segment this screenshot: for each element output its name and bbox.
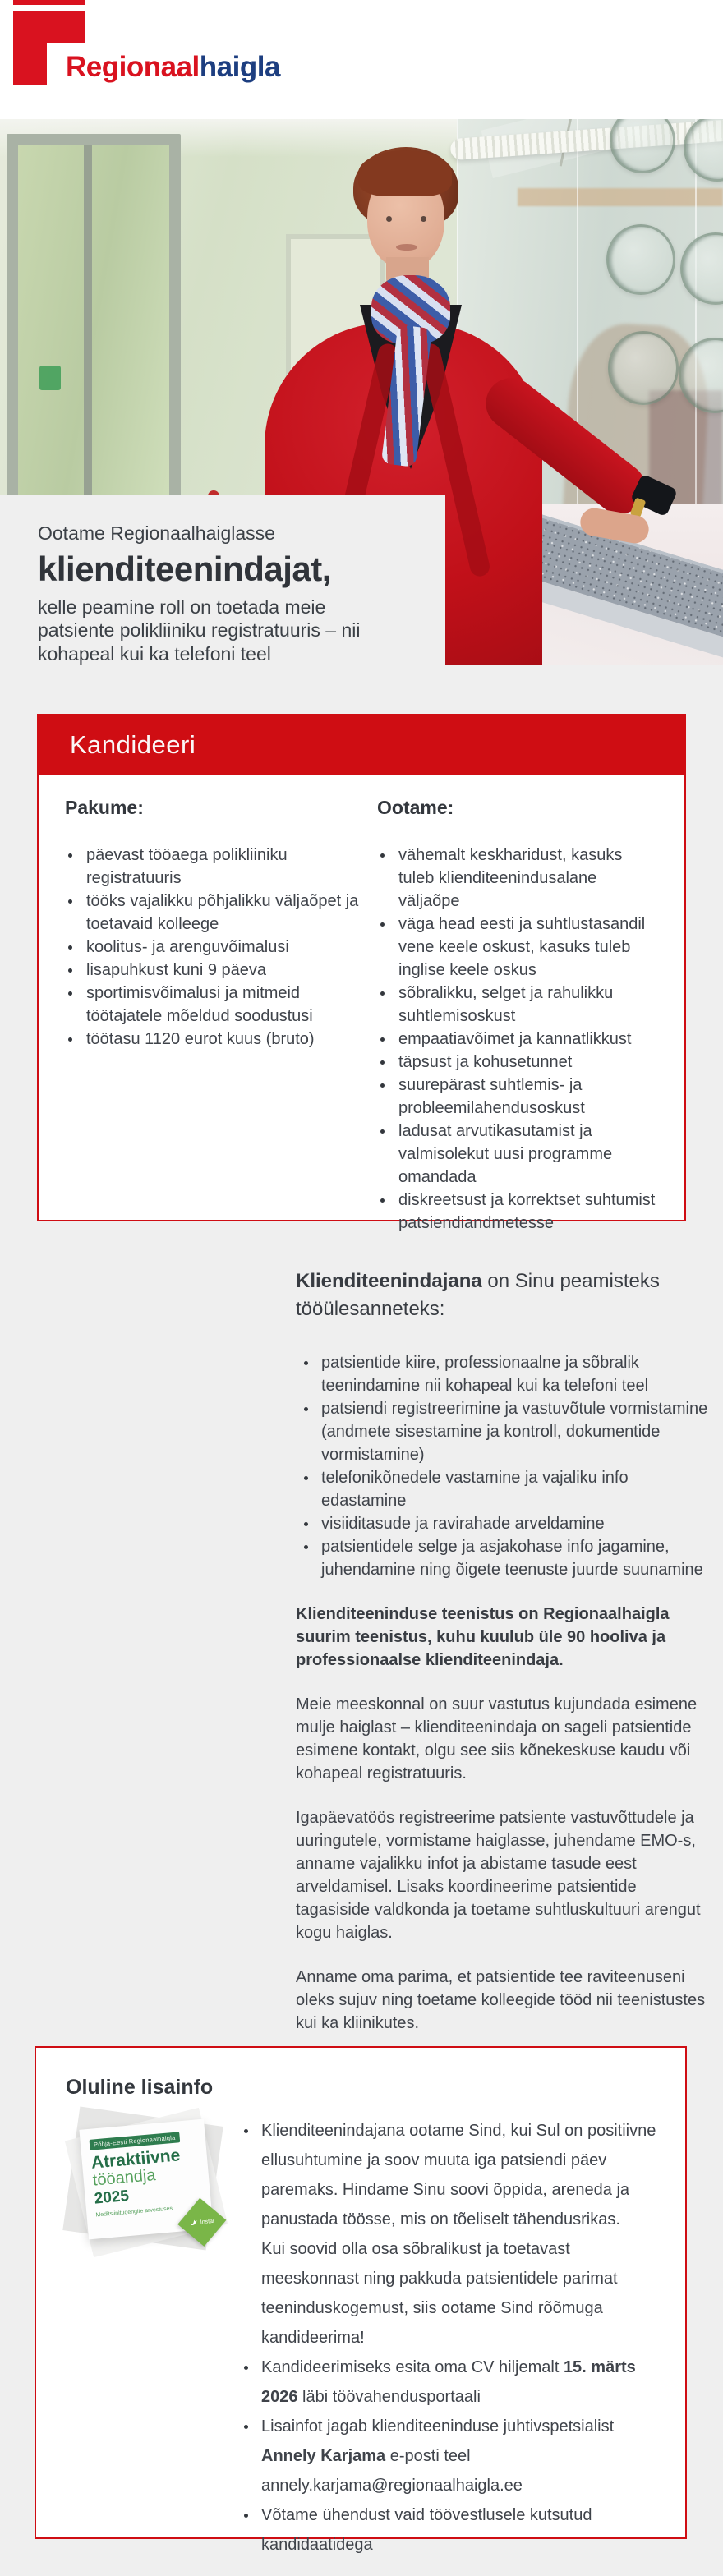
list-item: • patsientide kiire, professionaalne ja sõbralik teenindamine nii kohapeal kui ka telefoni teel [318,1351,711,1397]
site-header [0,0,723,119]
photo-person-mouth [396,244,417,251]
logo-mark-icon [13,12,85,43]
duties-heading-rest: on Sinu peamisteks tööülesanneteks: [296,1270,660,1320]
body-paragraph: Anname oma parima, et patsientide tee raviteenuseni oleks sujuv ning toetame kolleegide tööd nii teenistustes kui ka kliinikutes. [296,1968,706,2032]
expectations-column [371,797,661,1235]
photo-person-eye [386,216,392,222]
important-info-list [240,2116,664,2560]
list-item: • diskreetsust ja korrektset suhtumist patsiendiandmetesse [394,1189,661,1235]
photo-exit-sign [39,366,61,390]
list-item: • vähemalt keskharidust, kasuks tuleb klienditeenindusalane väljaõpe [394,844,661,913]
intro-card [0,494,445,665]
list-item: • patsientidele selge ja asjakohase info jagamine, juhendamine ning õigete teenuste juurde suunamine [318,1535,711,1581]
body-paragraph: Meie meeskonnal on suur vastutus kujundada esimene mulje haiglast – klienditeenindaja on sageli patsientide esimene kontakt, olgu see siis kõnekeskuse kaudu või kohapeal registratuuris. [296,1695,698,1782]
badge-year: 2025 [93,2187,130,2208]
badge-org-label: Põhja-Eesti Regionaalhaigla [90,2132,180,2150]
bird-icon [189,2218,200,2229]
badge-title-line2: tööandja [91,2166,157,2190]
important-info-box [35,2046,687,2554]
duties-heading [296,1267,711,1323]
list-item: • telefonikõnedele vastamine ja vajaliku info edastamine [318,1466,711,1512]
list-item: • visiiditasude ja ravirahade arveldamine [318,1512,711,1535]
logo-mark-icon [13,43,47,85]
logo-text-red: Regionaal [66,51,200,83]
list-item: • patsiendi registreerimine ja vastuvõtule vormistamine (andmete sisestamine ja kontroll, dokumentide vormistamine) [318,1397,711,1466]
list-item: • lisapuhkust kuni 9 päeva [82,959,371,982]
intro-subtitle: kelle peamine roll on toetada meie patsiente polikliiniku registratuuris – nii kohapeal kui ka telefoni teel [38,596,361,665]
badge-category: Meditsiinitudengite arvestuses [95,2206,173,2219]
list-item: • töötasu 1120 eurot kuus (bruto) [82,1028,371,1051]
list-item: • koolitus- ja arenguvõimalusi [82,936,371,959]
apply-banner [37,714,686,775]
list-item: • Võtame ühendust vaid töövestlusele kutsutud kandidaatidega [258,2500,664,2560]
important-info-title: Oluline lisainfo [66,2076,214,2099]
hero-photo [0,119,723,665]
list-item: • täpsust ja kohusetunnet [394,1051,661,1074]
duties-heading-bold: Klienditeenindajana [296,1270,482,1292]
list-item: • sõbralikku, selget ja rahulikku suhtlemisoskust [394,982,661,1028]
offer-column [65,797,371,1235]
list-item: • suurepärast suhtlemis- ja probleemilahendusoskust [394,1074,661,1120]
offer-list [65,844,371,1051]
list-item: • ladusat arvutikasutamist ja valmisolekut uusi programme omandada [394,1120,661,1189]
list-item: • Klienditeenindajana ootame Sind, kui Sul on positiivne ellusuhtumine ja soov muuta iga patsiendi päev paremaks. Hindame Sinu soovi õppida, areneda ja panustada töösse, mis on tõeliselt tähendusrikas. Kui soovid olla osa sõbralikust ja toetavast meeskonnast ning pakkuda patsientidele parimat teeninduskogemust, siis ootame Sind rõõmuga kandideerima! [258,2116,664,2353]
job-title-headline: klienditeenindajat, [38,550,331,588]
photo-beam [518,188,723,206]
offer-title: Pakume: [65,797,144,818]
regionaalhaigla-logo [13,0,292,90]
photo-person-eye [421,216,426,222]
offer-box [37,775,686,1232]
list-item: • empaatiavõimet ja kannatlikkust [394,1028,661,1051]
body-paragraph: Igapäevatöös registreerime patsiente vastuvõttudele ja uuringutele, vormistame haiglasse, juhendame EMO-s, anname vajalikku infot ja abistame tasude eest arveldamisel. Lisaks koordineerime patsientide tagasiside valdkonda ja toetame suhtluskultuuri arengut kogu haiglas. [296,1809,701,1942]
apply-banner-label: Kandideeri [70,729,196,759]
photo-person-hair [358,150,452,196]
expectations-title: Ootame: [377,797,454,818]
instar-label: Instar [200,2218,215,2225]
photo-round-mirror [608,331,679,405]
intro-line: Ootame Regionaalhaiglasse [38,522,275,544]
logo-text-blue: haigla [199,51,280,83]
duties-list [296,1351,711,1581]
logo-text [66,51,280,84]
list-item: • tööks vajalikku põhjalikku väljaõpet ja toetavaid kolleege [82,890,371,936]
list-item: • väga head eesti ja suhtlustasandil vene keele oskust, kasuks tuleb inglise keele oskus [394,913,661,982]
list-item: • Lisainfot jagab klienditeeninduse juhtivspetsialist Annely Karjama e-posti teel annely.karjama@regionaalhaigla.ee [258,2412,664,2500]
logo-mark-icon [13,0,85,5]
list-item: • päevast tööaega polikliiniku registratuuris [82,844,371,890]
badge-title-line1: Atraktiivne [90,2146,182,2173]
list-item: • sportimisvõimalusi ja mitmeid töötajatele mõeldud soodustusi [82,982,371,1028]
duties-section [296,1267,711,2035]
photo-round-mirror [606,224,675,295]
list-item: • Kandideerimiseks esita oma CV hiljemalt 15. märts 2026 läbi töövahendusportaali [258,2353,664,2412]
service-intro-bold: Klienditeeninduse teenistus on Regionaalhaigla suurim teenistus, kuhu kuulub üle 90 hooliva ja professionaalse klienditeenindaja. [296,1605,670,1669]
award-badge [66,2114,240,2262]
expectations-list [377,844,661,1235]
award-badge-card [79,2119,213,2240]
